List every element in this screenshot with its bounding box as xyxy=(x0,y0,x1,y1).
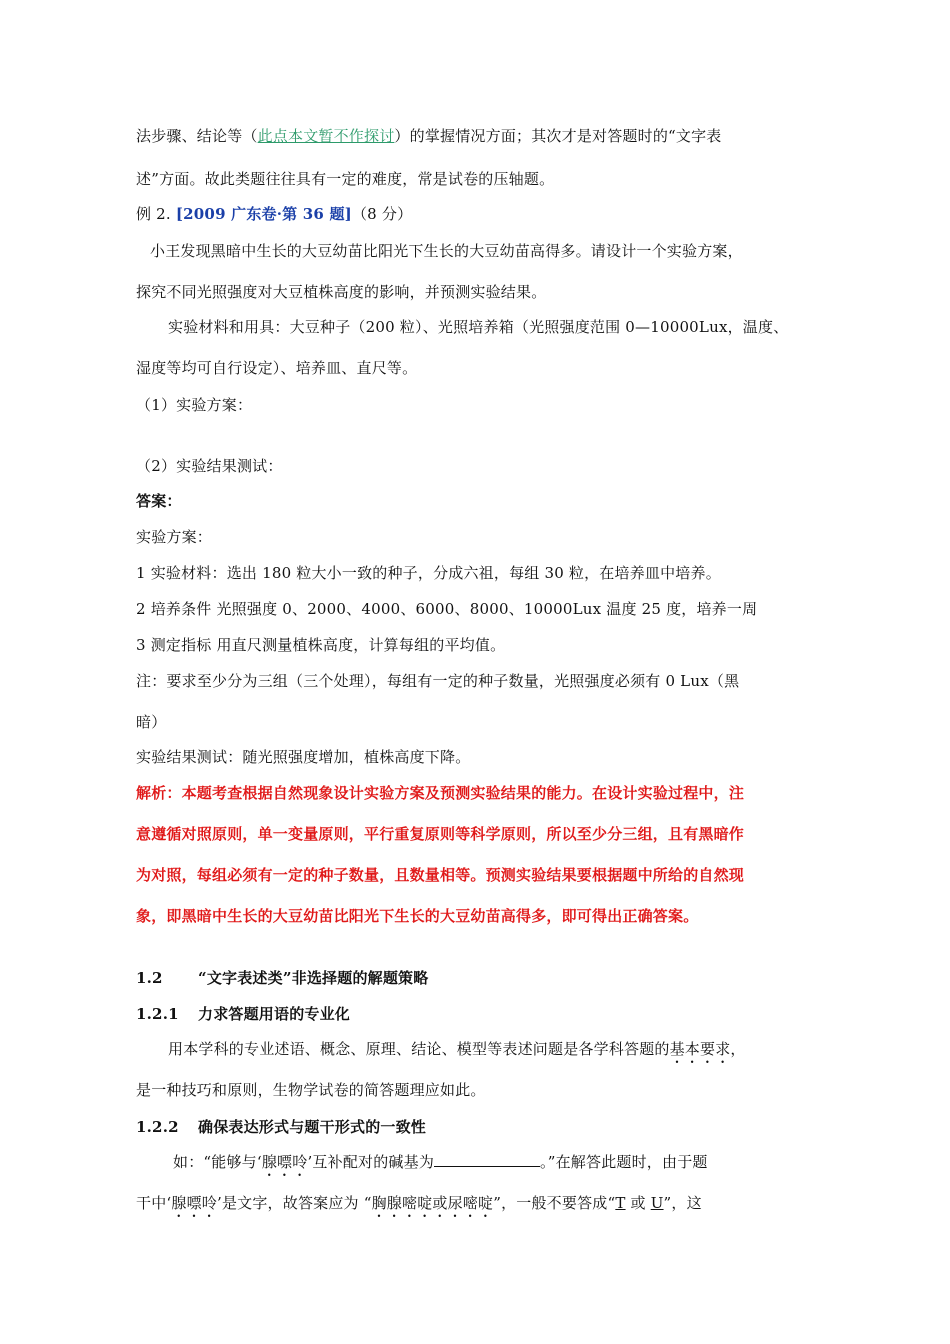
example-source: [2009 广东卷·第 36 题] xyxy=(175,205,352,223)
question-line: 小王发现黑暗中生长的大豆幼苗比阳光下生长的大豆幼苗高得多。请设计一个实验方案， xyxy=(150,242,743,260)
emphasis-text: 基本要求 xyxy=(669,1040,731,1058)
answer-step: 2 培养条件 光照强度 0、2000、4000、6000、8000、10000Lux 温度 25 度，培养一周 xyxy=(136,600,758,618)
section-heading-1-2-2: 1.2.2 确保表达形式与题干形式的一致性 xyxy=(136,1118,427,1136)
section-heading-1-2-1: 1.2.1 力求答题用语的专业化 xyxy=(136,1005,351,1023)
body-line: 是一种技巧和原则，生物学试卷的简答题理应如此。 xyxy=(136,1081,486,1099)
answer-label: 答案： xyxy=(136,492,182,510)
result-line: 实验结果测试：随光照强度增加，植株高度下降。 xyxy=(136,748,471,766)
example-heading: 例 2. [2009 广东卷·第 36 题]（8 分） xyxy=(136,205,413,223)
note-line: 注：要求至少分为三组（三个处理），每组有一定的种子数量，光照强度必须有 0 Lux（黑 xyxy=(136,672,740,690)
body-line: 用本学科的专业述语、概念、原理、结论、模型等表述问题是各学科答题的基本要求， xyxy=(168,1040,746,1058)
body-line: 如：“能够与‘腺嘌呤’互补配对的碱基为 。”在解答此题时，由于题 xyxy=(173,1153,708,1171)
answer-blank xyxy=(434,1152,540,1167)
plan-label: 实验方案： xyxy=(136,528,213,546)
paragraph-line: 述”方面。故此类题往往具有一定的难度，常是试卷的压轴题。 xyxy=(136,170,555,188)
analysis-line: 解析：本题考查根据自然现象设计实验方案及预测实验结果的能力。在设计实验过程中，注 xyxy=(136,784,745,802)
body-line: 干中‘腺嘌呤’是文字，故答案应为 “胸腺嘧啶或尿嘧啶”，一般不要答成“T 或 U”，这 xyxy=(136,1194,702,1212)
analysis-line: 为对照，每组必须有一定的种子数量，且数量相等。预测实验结果要根据题中所给的自然现 xyxy=(136,866,745,884)
answer-step: 1 实验材料：选出 180 粒大小一致的种子，分成六祖，每组 30 粒，在培养皿中培养。 xyxy=(136,564,721,582)
note-line: 暗） xyxy=(136,713,167,731)
sub-question: （2）实验结果测试： xyxy=(136,457,283,475)
answer-step: 3 测定指标 用直尺测量植株高度，计算每组的平均值。 xyxy=(136,636,506,654)
section-heading-1-2: 1.2 “文字表述类”非选择题的解题策略 xyxy=(136,969,429,987)
analysis-label: 解析： xyxy=(136,784,182,802)
analysis-line: 意遵循对照原则，单一变量原则，平行重复原则等科学原则，所以至少分三组，且有黑暗作 xyxy=(136,825,745,843)
sub-question: （1）实验方案： xyxy=(136,396,253,414)
paragraph-line: 法步骤、结论等（此点本文暂不作探讨）的掌握情况方面；其次才是对答题时的“文字表 xyxy=(136,127,722,145)
emphasis-text: 腺嘌呤 xyxy=(171,1194,217,1212)
analysis-line: 象，即黑暗中生长的大豆幼苗比阳光下生长的大豆幼苗高得多，即可得出正确答案。 xyxy=(136,907,699,925)
materials-line: 实验材料和用具：大豆种子（200 粒）、光照培养箱（光照强度范围 0—10000Lux，温度、 xyxy=(168,318,789,336)
materials-line: 湿度等均可自行设定）、培养皿、直尺等。 xyxy=(136,359,418,377)
question-line: 探究不同光照强度对大豆植株高度的影响，并预测实验结果。 xyxy=(136,283,547,301)
note-link[interactable]: 此点本文暂不作探讨 xyxy=(257,127,395,145)
emphasis-text: 胸腺嘧啶或尿嘧啶 xyxy=(371,1194,494,1212)
emphasis-text: 腺嘌呤 xyxy=(261,1153,308,1171)
